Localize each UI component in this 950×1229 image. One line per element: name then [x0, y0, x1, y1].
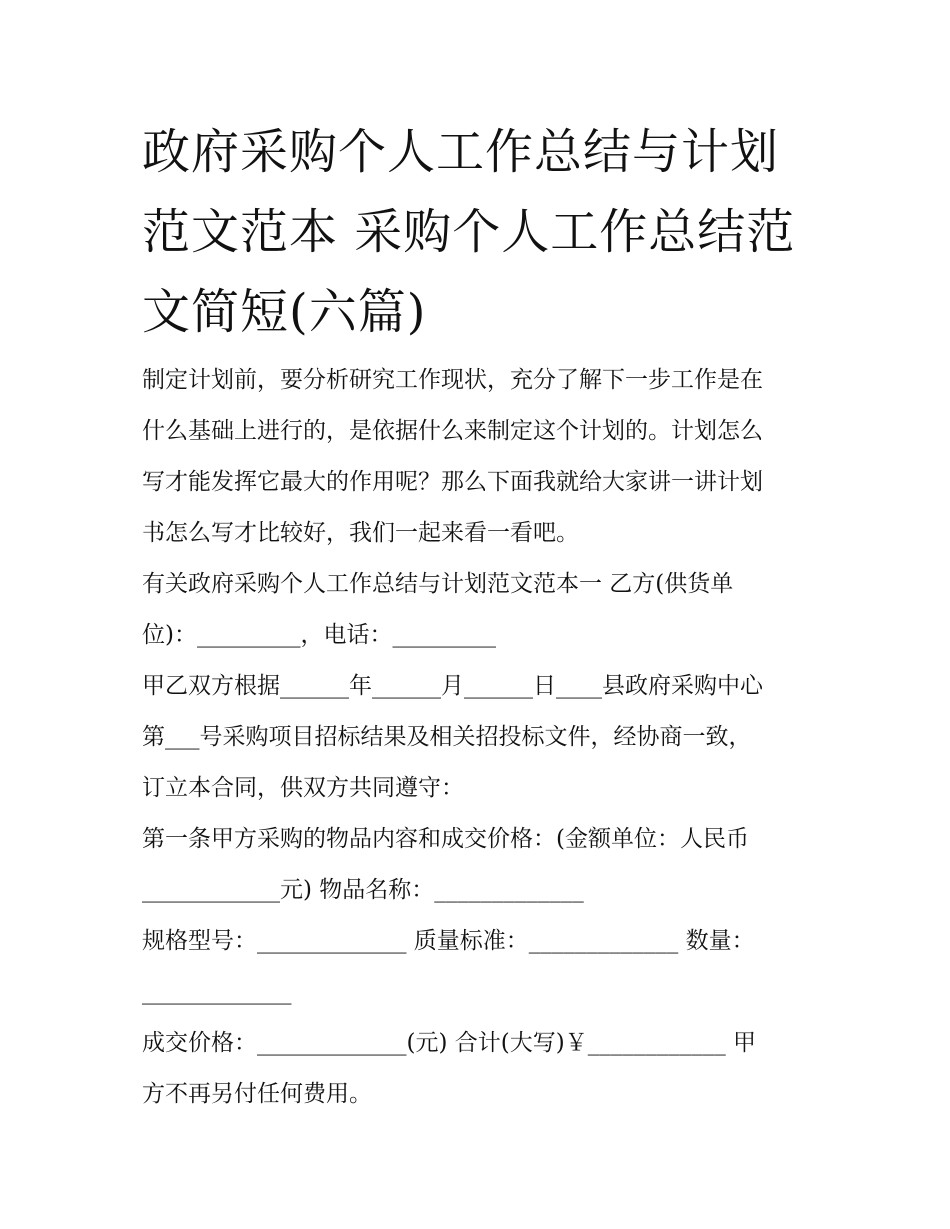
- paragraph-agreement: 甲乙双方根据______年______月______日____县政府采购中心 第___号采购项目招标结果及相关招投标文件，经协商一致， 订立本合同，供双方共同遵守：: [142, 673, 763, 801]
- document-body: [142, 355, 822, 1120]
- paragraph-specs: 规格型号：_____________ 质量标准：_____________ 数量： _____________: [142, 928, 755, 1005]
- document-title: 政府采购个人工作总结与计划 范文范本 采购个人工作总结范 文简短(六篇): [142, 124, 796, 340]
- paragraph-article-one: 第一条甲方采购的物品内容和成交价格：(金额单位：人民币 ____________元) 物品名称：_____________: [142, 826, 749, 903]
- paragraph-price: 成交价格：_____________(元) 合计(大写)￥____________ 甲 方不再另付任何费用。: [142, 1030, 757, 1107]
- paragraph-intro: 制定计划前，要分析研究工作现状，充分了解下一步工作是在 什么基础上进行的，是依据什么来制定这个计划的。计划怎么 写才能发挥它最大的作用呢？那么下面我就给大家讲一讲计划 书怎么写才比较好，我们一起来看一看吧。: [142, 367, 763, 546]
- paragraph-supplier: 有关政府采购个人工作总结与计划范文范本一 乙方(供货单 位)：_________，电话：_________: [142, 571, 734, 648]
